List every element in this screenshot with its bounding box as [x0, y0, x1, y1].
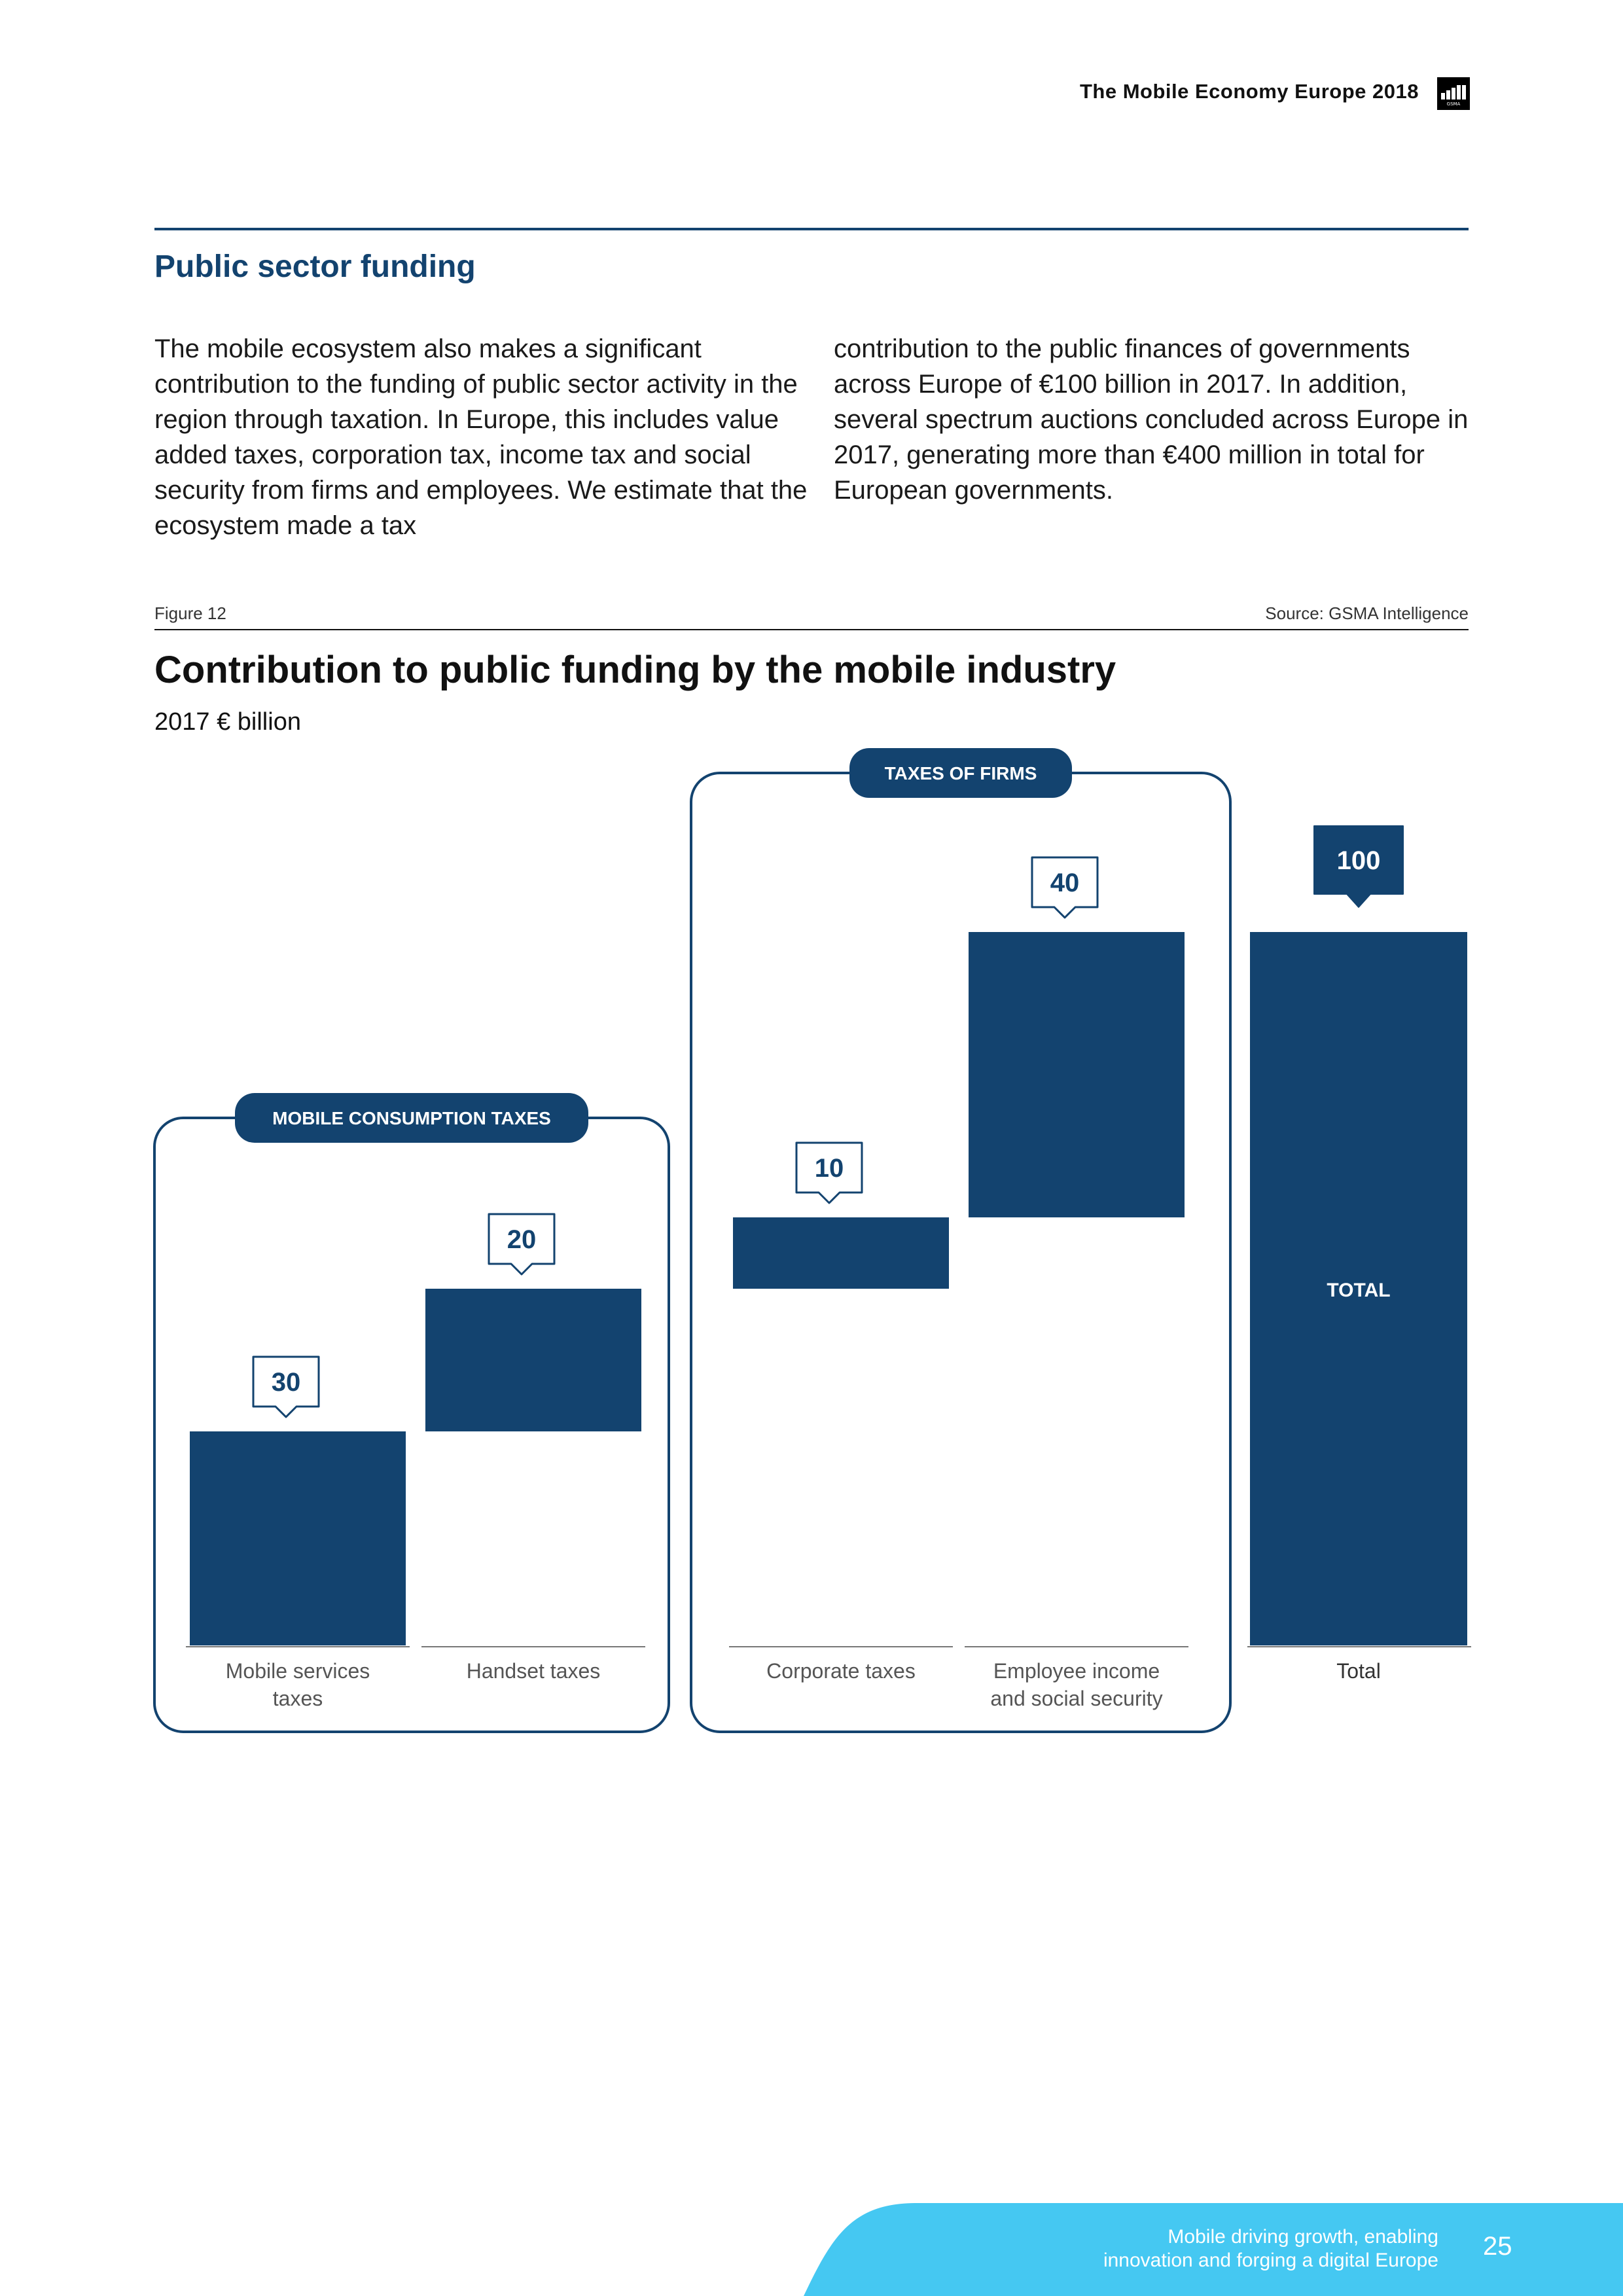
group-label: TAXES OF FIRMS [884, 763, 1037, 783]
category-label: Corporate taxes [766, 1659, 916, 1683]
data-label: 100 [1336, 846, 1381, 875]
footer-tagline-line2: innovation and forging a digital Europe [1103, 2250, 1438, 2271]
section-title: Public sector funding [154, 249, 476, 284]
category-label: taxes [272, 1687, 323, 1710]
category-label: Handset taxes [466, 1659, 601, 1683]
figure-source: Source: GSMA Intelligence [1265, 603, 1469, 623]
paragraph-right: contribution to the public finances of governments across Europe of €100 billion in 2017. In addition, several spectrum auctions concluded across Europe in 2017, generating more than €400 million in total for European governments. [834, 334, 1469, 505]
data-label: 40 [1050, 869, 1080, 897]
category-label: and social security [990, 1687, 1163, 1710]
data-label: 20 [507, 1225, 537, 1254]
data-label: 10 [814, 1154, 844, 1183]
paragraph-left: The mobile ecosystem also makes a significant contribution to the funding of public sector activity in the region through taxation. In Europe, this includes value added taxes, corporation tax, income tax and social security from firms and employees. We estimate that the ecosystem made a tax [154, 334, 808, 540]
page-number: 25 [1483, 2232, 1512, 2261]
category-label: Mobile services [225, 1659, 370, 1683]
chart-title: Contribution to public funding by the mobile industry [154, 649, 1116, 691]
category-label: Total [1336, 1659, 1381, 1683]
data-label: 30 [271, 1368, 301, 1397]
footer-tagline [1103, 2225, 1438, 2272]
header-title: The Mobile Economy Europe 2018 [1079, 80, 1419, 103]
figure-label: Figure 12 [154, 603, 226, 623]
chart-subtitle: 2017 € billion [154, 708, 301, 736]
category-label: Employee income [993, 1659, 1160, 1683]
gsma-logo-text: GSMA [1446, 101, 1461, 107]
footer-tagline-line1: Mobile driving growth, enabling [1168, 2226, 1438, 2248]
group-label: MOBILE CONSUMPTION TAXES [272, 1108, 551, 1128]
total-bar-label: TOTAL [1327, 1280, 1391, 1301]
